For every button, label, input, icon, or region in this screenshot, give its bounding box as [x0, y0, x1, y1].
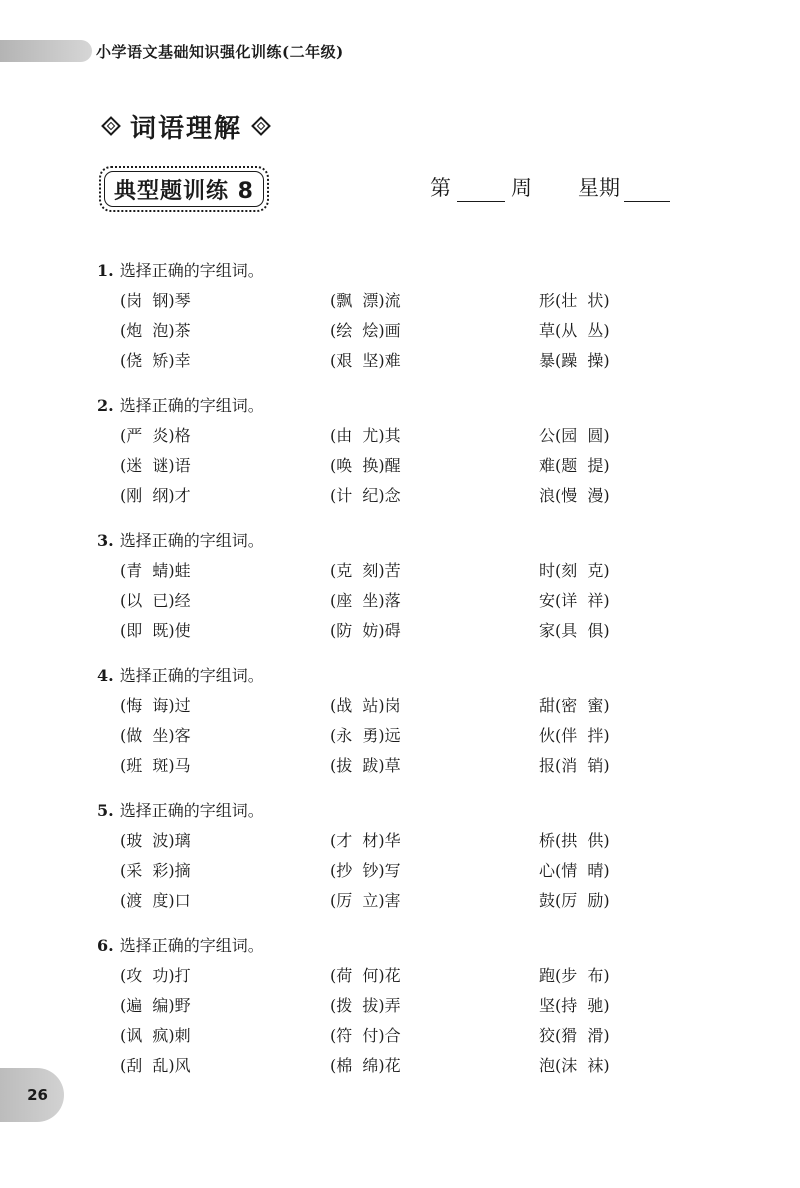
word-choice[interactable]: 鼓(厉 励) [539, 891, 610, 910]
word-row [97, 346, 610, 376]
question-title [97, 796, 264, 826]
word-choice[interactable]: (讽 疯)刺 [120, 1026, 191, 1045]
word-row [97, 616, 610, 646]
word-choice[interactable]: (绘 烩)画 [330, 321, 401, 340]
question-prompt: 选择正确的字组词。 [119, 936, 264, 955]
word-choice[interactable]: (防 妨)碍 [330, 621, 401, 640]
word-row [97, 886, 610, 916]
word-choice[interactable]: (座 坐)落 [330, 591, 401, 610]
word-choice[interactable]: 安(详 祥) [539, 591, 610, 610]
weekday-label: 星期 [578, 176, 620, 200]
diamond-icon [251, 116, 271, 136]
word-row [97, 1051, 610, 1081]
word-choice[interactable]: (做 坐)客 [120, 726, 191, 745]
question-block [97, 931, 610, 1081]
question-block [97, 526, 610, 646]
schedule-line [430, 172, 670, 202]
question-prompt: 选择正确的字组词。 [119, 666, 264, 685]
word-row [97, 451, 610, 481]
word-choice[interactable]: 暴(躁 操) [539, 351, 610, 370]
diamond-icon [101, 116, 121, 136]
word-choice[interactable]: (唤 换)醒 [330, 456, 401, 475]
question-prompt: 选择正确的字组词。 [119, 396, 264, 415]
word-row [97, 481, 610, 511]
word-row [97, 856, 610, 886]
word-choice[interactable]: (采 彩)摘 [120, 861, 191, 880]
word-choice[interactable]: (渡 度)口 [120, 891, 191, 910]
word-choice[interactable]: 草(从 丛) [539, 321, 610, 340]
book-title: 小学语文基础知识强化训练(二年级) [96, 43, 344, 61]
week-suffix: 周 [511, 176, 532, 200]
word-row [97, 691, 610, 721]
header-tab [0, 40, 92, 62]
word-choice[interactable]: (迷 谜)语 [120, 456, 191, 475]
exercise-label-box [99, 166, 269, 212]
word-choice[interactable]: (永 勇)远 [330, 726, 401, 745]
word-choice[interactable]: (计 纪)念 [330, 486, 401, 505]
word-row [97, 316, 610, 346]
word-choice[interactable]: (由 尤)其 [330, 426, 401, 445]
question-number: 6. [97, 936, 114, 955]
word-row [97, 286, 610, 316]
question-title [97, 931, 264, 961]
question-prompt: 选择正确的字组词。 [119, 531, 264, 550]
word-choice[interactable]: 家(具 俱) [539, 621, 610, 640]
word-row [97, 586, 610, 616]
word-row [97, 421, 610, 451]
word-choice[interactable]: (遍 编)野 [120, 996, 191, 1015]
word-choice[interactable]: 桥(拱 供) [539, 831, 610, 850]
week-prefix: 第 [430, 176, 451, 200]
page-tab [0, 1068, 64, 1122]
section-title: 词语理解 [130, 113, 243, 144]
word-choice[interactable]: 心(情 晴) [539, 861, 610, 880]
question-title [97, 526, 264, 556]
word-choice[interactable]: (玻 波)璃 [120, 831, 191, 850]
word-row [97, 556, 610, 586]
word-choice[interactable]: (侥 矫)幸 [120, 351, 191, 370]
word-choice[interactable]: (克 刻)苦 [330, 561, 401, 580]
word-choice[interactable]: (才 材)华 [330, 831, 401, 850]
word-choice[interactable]: 公(园 圆) [539, 426, 610, 445]
question-prompt: 选择正确的字组词。 [119, 261, 264, 280]
question-block [97, 256, 610, 376]
word-choice[interactable]: 泡(沫 袜) [539, 1056, 610, 1075]
question-title [97, 256, 264, 286]
word-choice[interactable]: (艰 坚)难 [330, 351, 401, 370]
weekday-blank[interactable] [624, 177, 670, 202]
question-number: 4. [97, 666, 114, 685]
word-choice[interactable]: (刚 纲)才 [120, 486, 191, 505]
question-number: 5. [97, 801, 114, 820]
word-choice[interactable]: (以 已)经 [120, 591, 191, 610]
word-choice[interactable]: (飘 漂)流 [330, 291, 401, 310]
word-choice[interactable]: (荷 何)花 [330, 966, 401, 985]
word-row [97, 961, 610, 991]
word-choice[interactable]: (炮 泡)茶 [120, 321, 191, 340]
question-number: 2. [97, 396, 114, 415]
word-choice[interactable]: (厉 立)害 [330, 891, 401, 910]
word-choice[interactable]: 难(题 提) [539, 456, 610, 475]
word-choice[interactable]: 坚(持 驰) [539, 996, 610, 1015]
exercise-label: 典型题训练 8 [114, 178, 254, 204]
word-choice[interactable]: (岗 钢)琴 [120, 291, 191, 310]
word-choice[interactable]: (抄 钞)写 [330, 861, 401, 880]
question-block [97, 661, 610, 781]
word-choice[interactable]: 伙(伴 拌) [539, 726, 610, 745]
section-heading [100, 108, 272, 144]
word-choice[interactable]: (悔 诲)过 [120, 696, 191, 715]
word-row [97, 826, 610, 856]
question-prompt: 选择正确的字组词。 [119, 801, 264, 820]
word-choice[interactable]: 报(消 销) [539, 756, 610, 775]
word-choice[interactable]: 形(壮 状) [539, 291, 610, 310]
word-choice[interactable]: (拨 拔)弄 [330, 996, 401, 1015]
word-choice[interactable]: (战 站)岗 [330, 696, 401, 715]
word-row [97, 751, 610, 781]
word-choice[interactable]: (棉 绵)花 [330, 1056, 401, 1075]
word-choice[interactable]: 狡(猾 滑) [539, 1026, 610, 1045]
word-row [97, 991, 610, 1021]
question-number: 3. [97, 531, 114, 550]
word-choice[interactable]: (班 斑)马 [120, 756, 191, 775]
word-choice[interactable]: 甜(密 蜜) [539, 696, 610, 715]
word-choice[interactable]: (即 既)使 [120, 621, 191, 640]
question-block [97, 796, 610, 916]
question-number: 1. [97, 261, 114, 280]
question-block [97, 391, 610, 511]
question-title [97, 661, 264, 691]
word-choice[interactable]: (严 炎)格 [120, 426, 191, 445]
word-row [97, 1021, 610, 1051]
word-row [97, 721, 610, 751]
word-choice[interactable]: (青 蜻)蛙 [120, 561, 191, 580]
page-number: 26 [27, 1086, 48, 1104]
word-choice[interactable]: (刮 乱)风 [120, 1056, 191, 1075]
word-choice[interactable]: 跑(步 布) [539, 966, 610, 985]
word-choice[interactable]: (符 付)合 [330, 1026, 401, 1045]
word-choice[interactable]: 浪(慢 漫) [539, 486, 610, 505]
week-blank[interactable] [457, 177, 505, 202]
word-choice[interactable]: 时(刻 克) [539, 561, 610, 580]
question-title [97, 391, 264, 421]
word-choice[interactable]: (攻 功)打 [120, 966, 191, 985]
word-choice[interactable]: (拔 跋)草 [330, 756, 401, 775]
